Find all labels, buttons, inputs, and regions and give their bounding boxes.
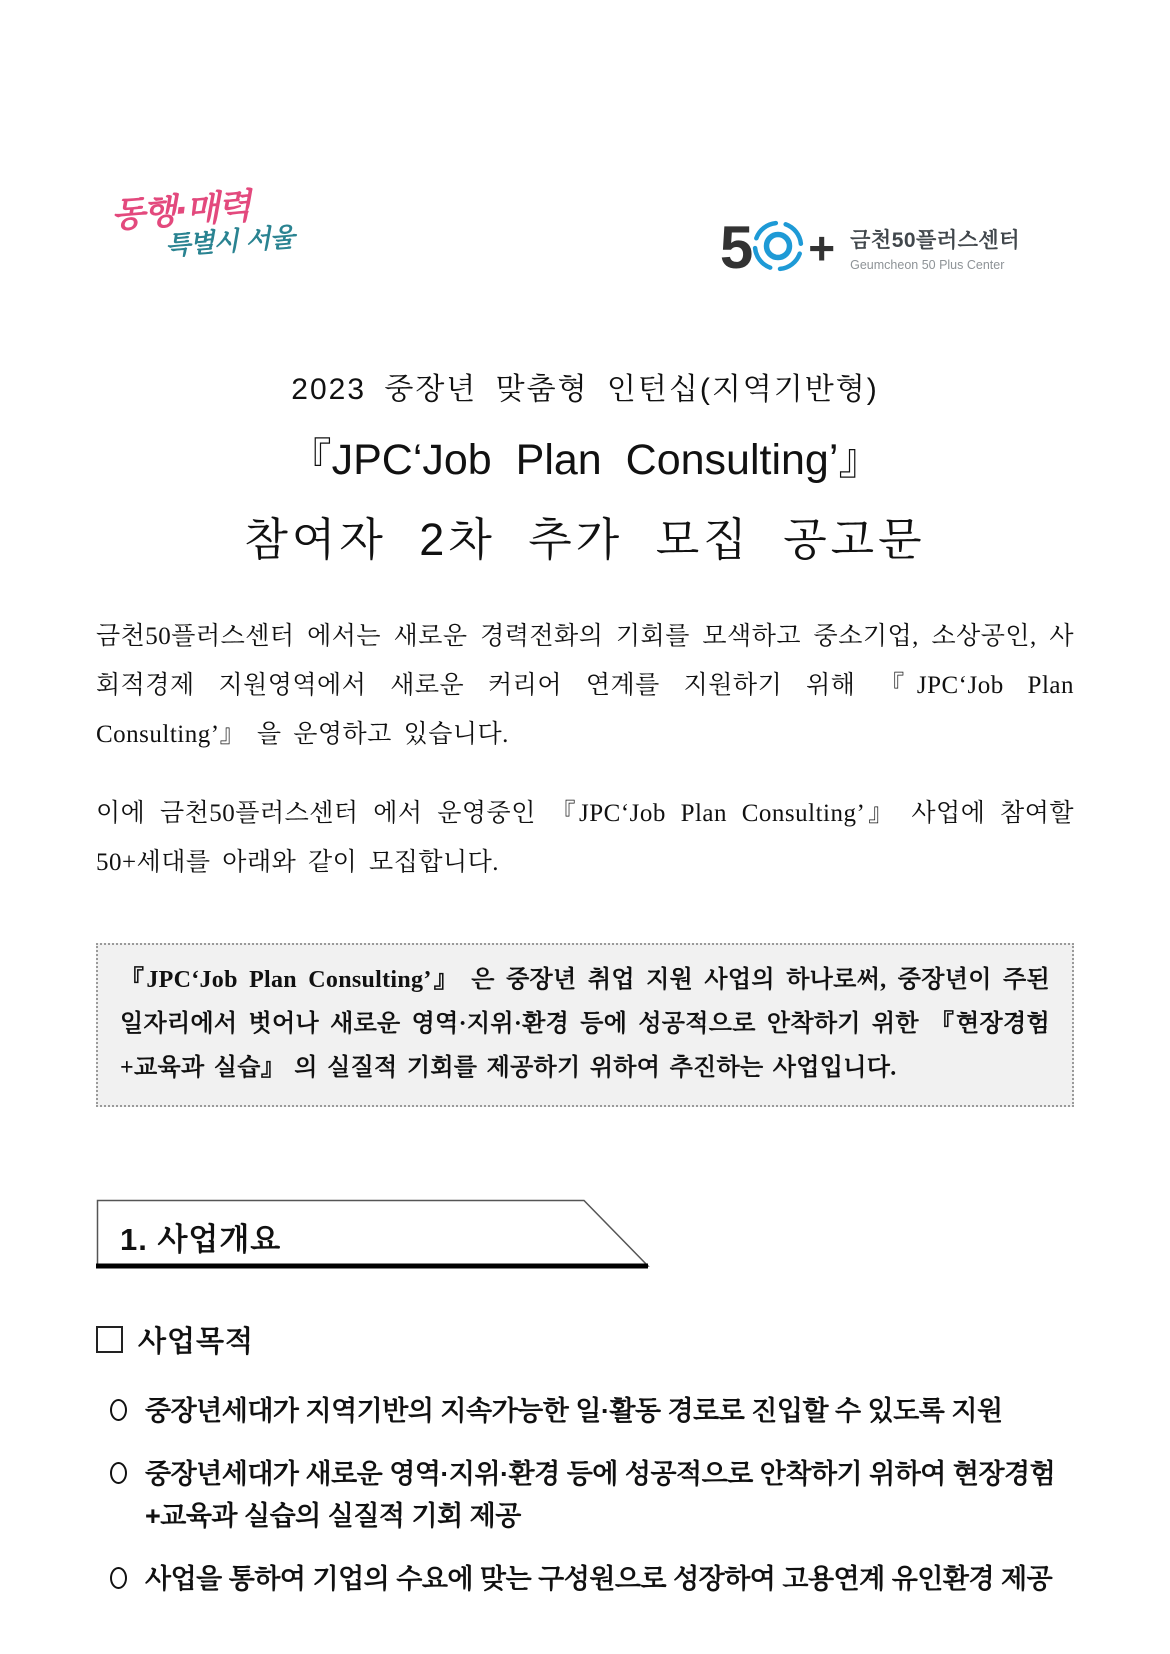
title-line-program: 2023 중장년 맞춤형 인턴십(지역기반형) (291, 373, 879, 406)
intro-paragraph-1: 금천50플러스센터 에서는 새로운 경력전화의 기회를 모색하고 중소기업, 소상공인, 사회적경제 지원영역에서 새로운 커리어 연계를 지원하기 위해 『JPC‘Job Plan Consulting’』 을 운영하고 있습니다. (96, 623, 1074, 748)
geumcheon-50plus-logo (719, 214, 1020, 281)
seoul-logo-line1: 동행·매력 (109, 186, 251, 237)
square-bullet-icon (96, 1326, 123, 1353)
list-item (110, 1558, 1074, 1600)
seoul-logo-line2: 특별시 서울 (164, 222, 295, 262)
center-name-english: Geumcheon 50 Plus Center (850, 258, 1005, 272)
center-name-korean: 금천50플러스센터 (850, 229, 1020, 252)
section-1-title: 1. 사업개요 (120, 1222, 282, 1257)
bullet-text: 중장년세대가 지역기반의 지속가능한 일·활동 경로로 진입할 수 있도록 지원 (145, 1396, 1003, 1426)
list-item (110, 1390, 1074, 1432)
fifty-logo-five: 5 (719, 214, 751, 281)
program-description-box: 『JPC‘Job Plan Consulting’』 은 중장년 취업 지원 사업의 하나로써, 중장년이 주된 일자리에서 벗어나 새로운 영역·지위·환경 등에 성공적으로 안착하기 위한 『현장경험+교육과 실습』 의 실질적 기회를 제공하기 위하여 추진하는 사업입니다. (96, 943, 1074, 1107)
purpose-subheading (96, 1319, 1074, 1360)
purpose-bullet-list (96, 1390, 1074, 1600)
title-line-recruitment: 참여자 2차 추가 모집 공고문 (244, 514, 926, 565)
purpose-subheading-label: 사업목적 (138, 1326, 255, 1358)
bullet-text: 중장년세대가 새로운 영역·지위·환경 등에 성공적으로 안착하기 위하여 현장경험+교육과 실습의 실질적 기회 제공 (145, 1459, 1056, 1531)
seoul-city-logo (110, 186, 295, 264)
intro-paragraph-2: 이에 금천50플러스센터 에서 운영중인 『JPC‘Job Plan Consulting’』 사업에 참여할 50+세대를 아래와 같이 모집합니다. (96, 800, 1074, 876)
fifty-logo-plus: + (808, 222, 836, 274)
center-name-block (850, 224, 1020, 272)
list-item (110, 1453, 1074, 1537)
bullet-text: 사업을 통하여 기업의 수요에 맞는 구성원으로 성장하여 고용연계 유인환경 제공 (145, 1564, 1053, 1594)
circle-bullet-icon (110, 1462, 127, 1484)
circle-bullet-icon (110, 1567, 127, 1589)
fifty-logo-zero-icon (751, 219, 805, 278)
fifty-plus-mark (719, 214, 836, 281)
section-1-header (96, 1199, 656, 1273)
logo-row (0, 0, 1170, 281)
circle-bullet-icon (110, 1399, 127, 1421)
title-line-jpc: 『JPC‘Job Plan Consulting’』 (288, 436, 882, 484)
document-title (0, 364, 1170, 568)
document-body (0, 612, 1170, 1600)
